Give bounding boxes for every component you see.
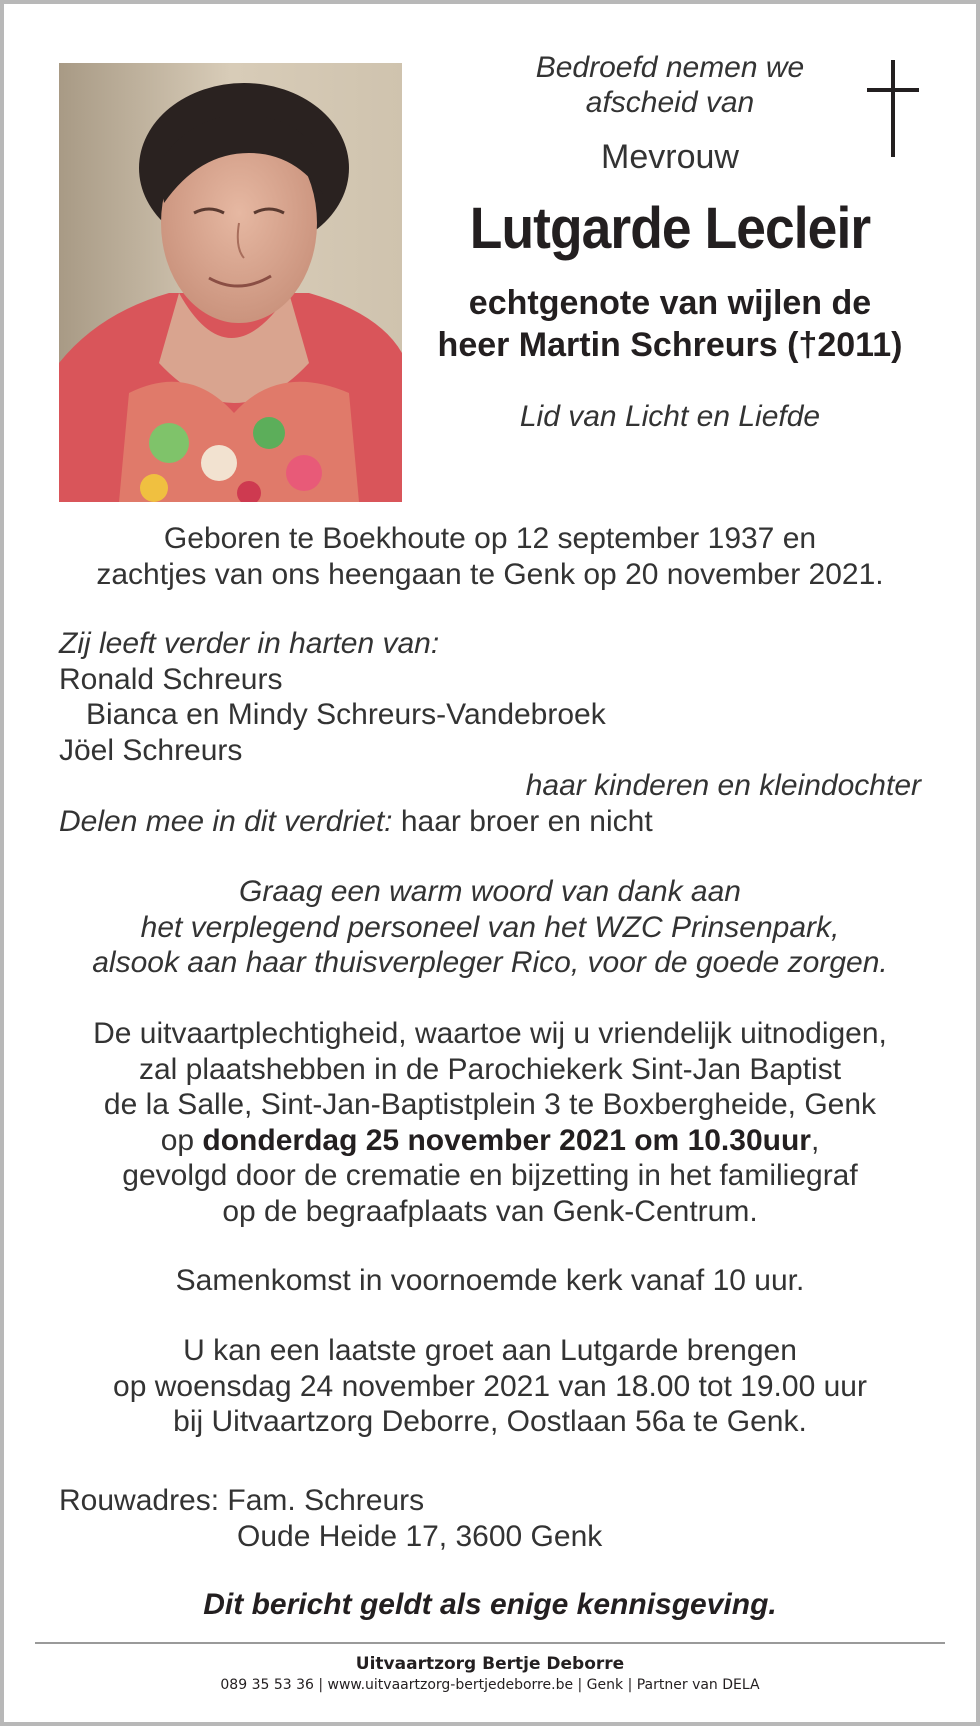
family-intro: Zij leeft verder in harten van:	[59, 627, 440, 660]
family-member: Ronald Schreurs	[59, 662, 283, 696]
deceased-name: Lutgarde Lecleir	[469, 196, 871, 261]
title-word: Mevrouw	[601, 138, 739, 176]
spouse-line: heer Martin Schreurs (†2011)	[437, 326, 903, 364]
farewell-text	[59, 1333, 921, 1440]
thanks-text	[59, 874, 921, 981]
spouse-line: echtgenote van wijlen de	[468, 284, 872, 322]
thanks-line: Graag een warm woord van dank aan	[239, 875, 741, 908]
family-block	[59, 626, 921, 839]
farewell-line: bij Uitvaartzorg Deborre, Oostlaan 56a te Genk.	[173, 1405, 807, 1438]
address-line: Oude Heide 17, 3600 Genk	[237, 1519, 603, 1553]
share-value: haar broer en nicht	[400, 804, 653, 838]
family-member: Bianca en Mindy Schreurs-Vandebroek	[86, 698, 606, 731]
gathering-text: Samenkomst in voornoemde kerk vanaf 10 uur.	[175, 1264, 805, 1297]
share-line	[59, 804, 921, 840]
address-block	[59, 1483, 921, 1554]
funeral-date: donderdag 25 november 2021 om 10.30uur	[202, 1123, 811, 1157]
funeral-line: gevolgd door de crematie en bijzetting in het familiegraf	[122, 1159, 858, 1192]
birth-line: Geboren te Boekhoute op 12 september 1937 en	[163, 522, 817, 555]
header-block	[415, 50, 925, 434]
birth-text	[59, 521, 921, 592]
farewell-line: U kan een laatste groet aan Lutgarde brengen	[183, 1334, 797, 1367]
funeral-line: de la Salle, Sint-Jan-Baptistplein 3 te Boxbergheide, Genk	[103, 1088, 877, 1121]
footer-info: 089 35 53 36 | www.uitvaartzorg-bertjedeborre.be | Genk | Partner van DELA	[220, 1677, 760, 1693]
farewell-line: op woensdag 24 november 2021 van 18.00 tot 19.00 uur	[113, 1369, 867, 1403]
membership-text: Lid van Licht en Liefde	[519, 400, 821, 433]
funeral-line: De uitvaartplechtigheid, waartoe wij u vriendelijk uitnodigen,	[93, 1017, 887, 1050]
address-line: Rouwadres: Fam. Schreurs	[59, 1484, 425, 1517]
thanks-line: alsook aan haar thuisverpleger Rico, voor de goede zorgen.	[92, 946, 888, 979]
thanks-line: het verplegend personeel van het WZC Prinsenpark,	[140, 910, 840, 944]
footer-divider	[35, 1642, 945, 1644]
spouse-text	[415, 282, 925, 366]
portrait-photo	[59, 63, 402, 502]
footer-company: Uitvaartzorg Bertje Deborre	[355, 1654, 625, 1674]
notice-text: Dit bericht geldt als enige kennisgeving.	[203, 1588, 777, 1621]
intro-text	[415, 50, 925, 120]
funeral-date-line	[59, 1123, 921, 1159]
intro-line: Bedroefd nemen we	[535, 51, 805, 84]
share-label: Delen mee in dit verdriet:	[59, 804, 393, 838]
intro-line: afscheid van	[585, 86, 755, 119]
funeral-line: op de begraafplaats van Genk-Centrum.	[222, 1194, 758, 1228]
funeral-date-suffix: ,	[810, 1123, 820, 1157]
family-relation: haar kinderen en kleindochter	[525, 769, 921, 802]
birth-line: zachtjes van ons heengaan te Genk op 20 november 2021.	[96, 557, 884, 591]
funeral-text	[59, 1016, 921, 1229]
funeral-date-prefix: op	[160, 1123, 195, 1157]
funeral-line: zal plaatshebben in de Parochiekerk Sint-Jan Baptist	[138, 1052, 842, 1086]
family-member: Jöel Schreurs	[59, 733, 243, 767]
